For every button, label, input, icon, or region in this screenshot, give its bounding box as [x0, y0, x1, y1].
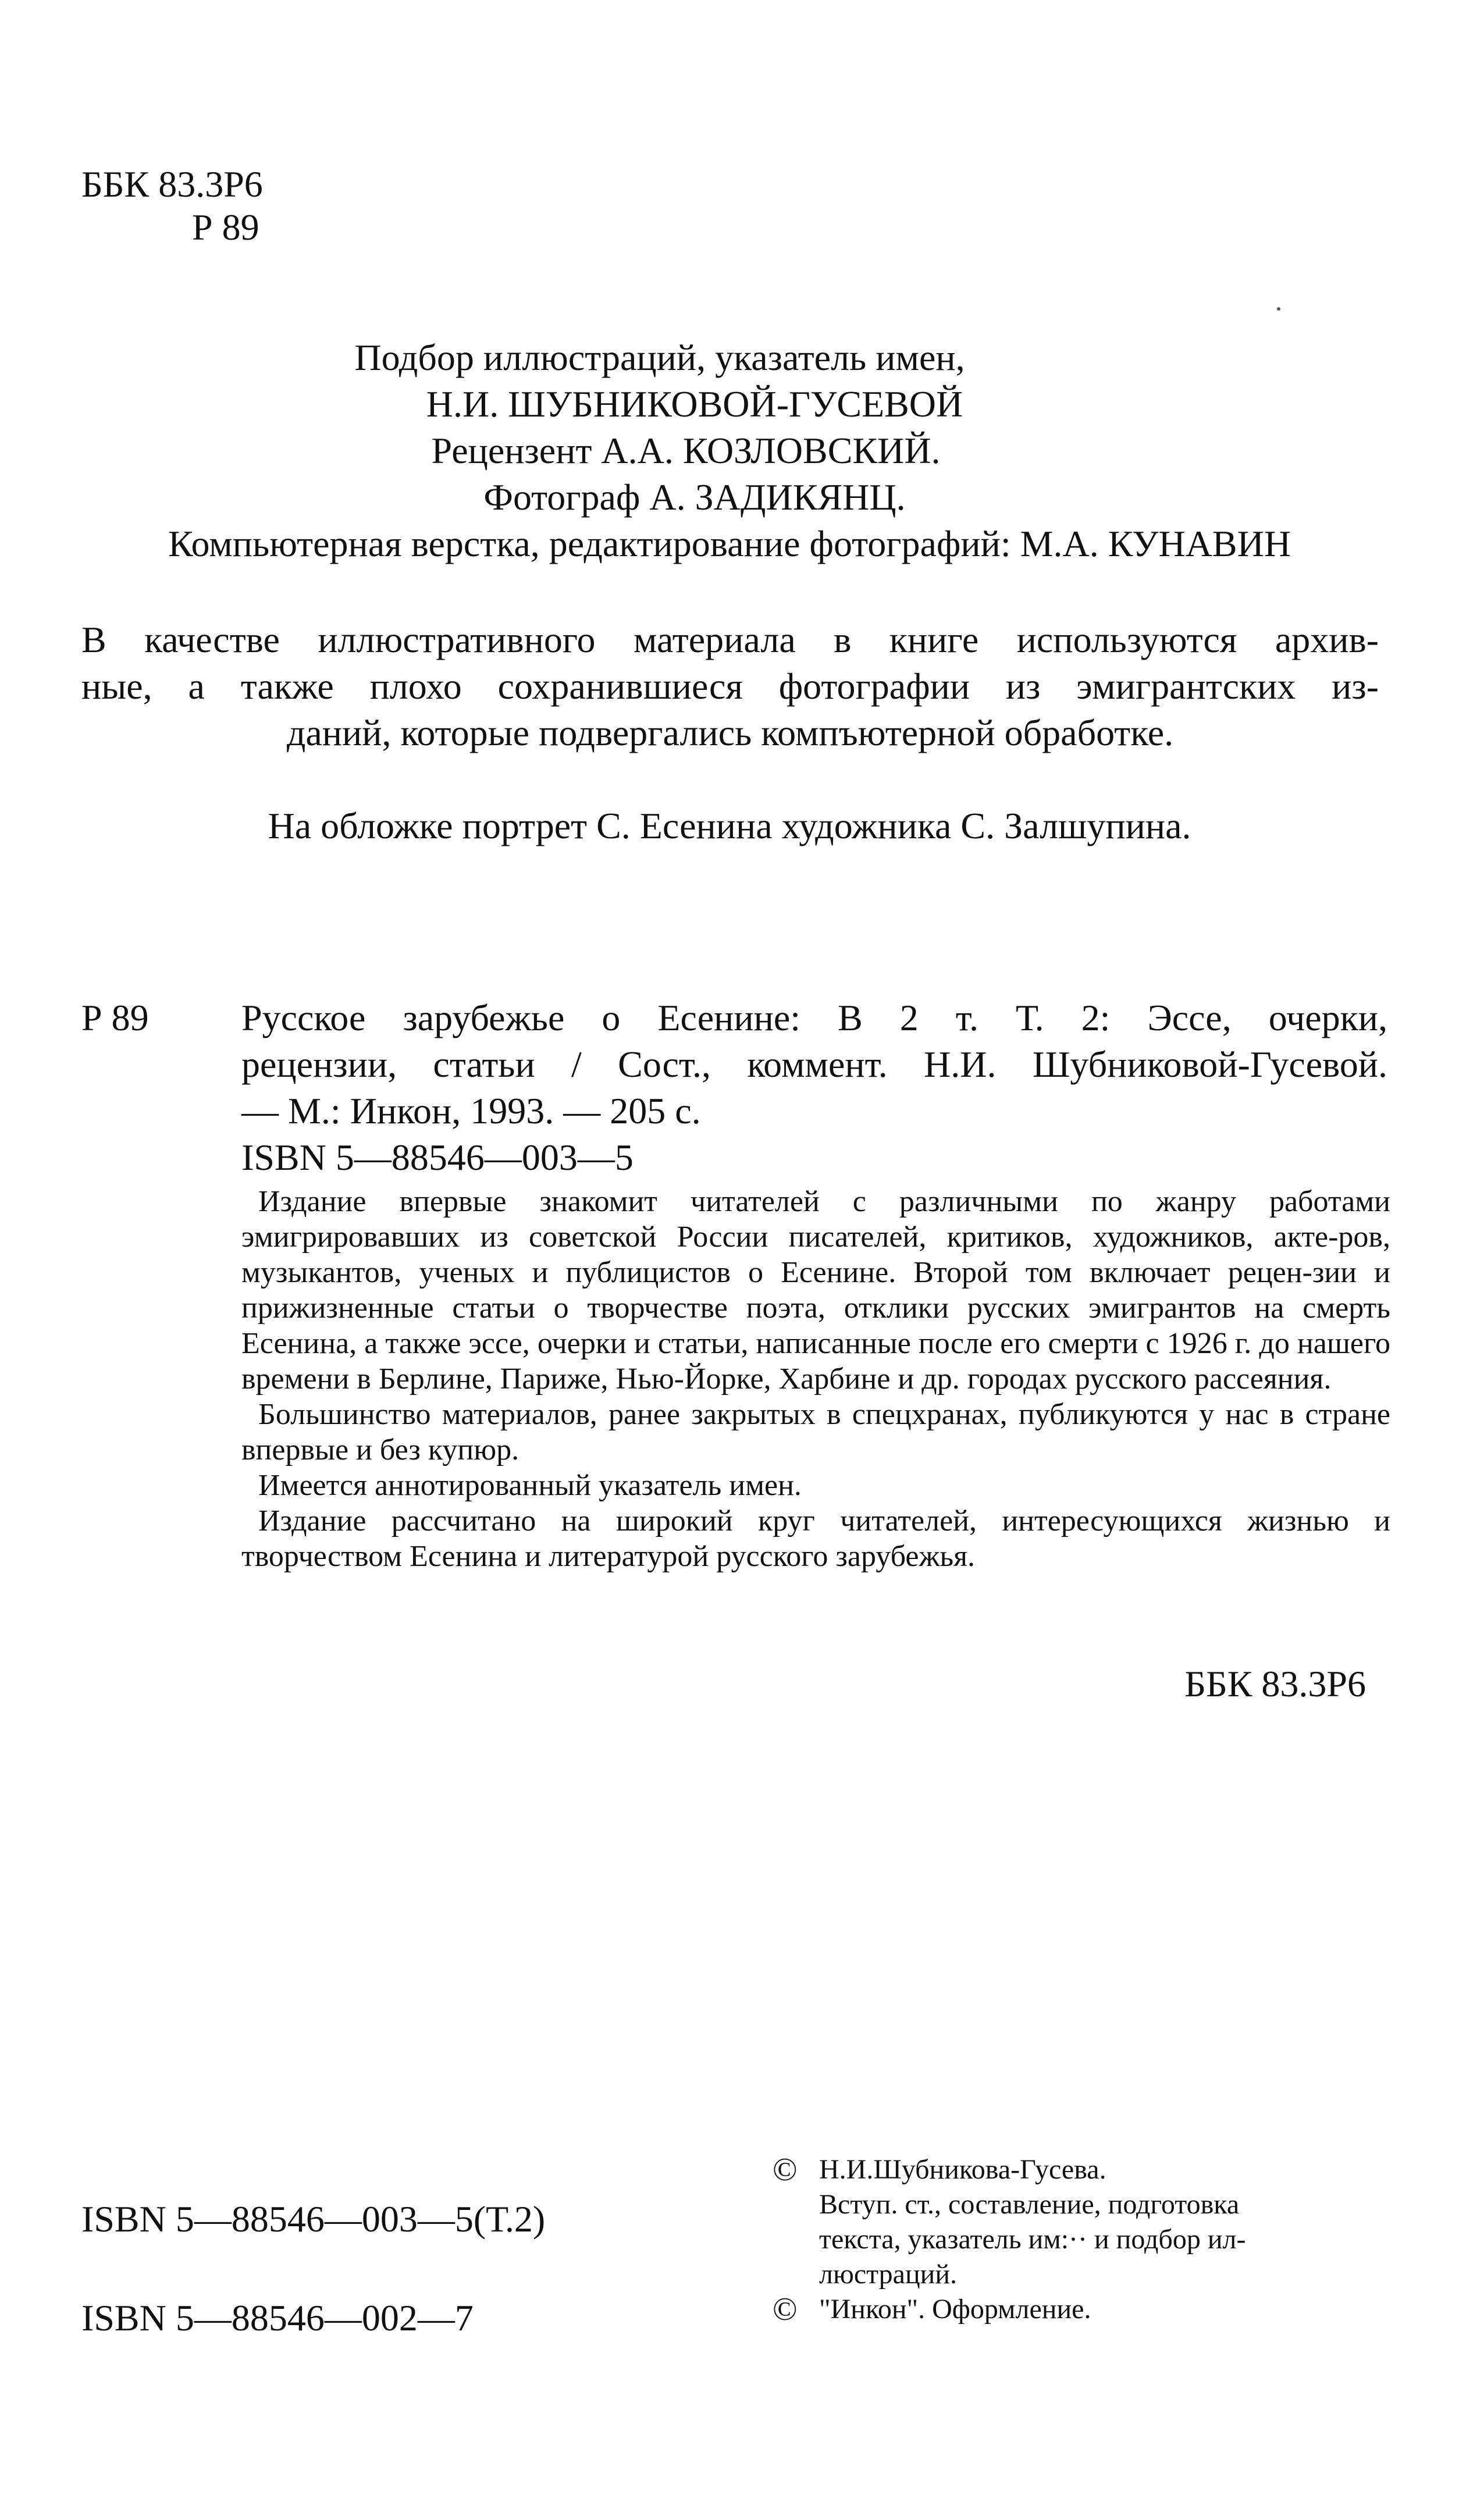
- credits-line: Компьютерная верстка, редактирование фотографий: М.А. КУНАВИН: [168, 523, 1291, 564]
- biblio-line: рецензии, статьи / Сост., коммент. Н.И. Шубниковой-Гусевой.: [241, 1044, 1387, 1085]
- copyright-detail: люстраций.: [819, 2259, 958, 2290]
- credits-line: Подбор иллюстраций, указатель имен,: [354, 337, 965, 378]
- bbk-code-bottom: ББК 83.3Р6: [1184, 1663, 1366, 1704]
- biblio-line: — М.: Инкон, 1993. — 205 с.: [241, 1090, 701, 1131]
- annotation: [241, 1184, 1390, 1574]
- isbn-volume: ISBN 5—88546—003—5(Т.2): [81, 2198, 546, 2240]
- credits-line: Н.И. ШУБНИКОВОЙ-ГУСЕВОЙ: [426, 383, 963, 425]
- credits-line: Рецензент А.А. КОЗЛОВСКИЙ.: [431, 430, 941, 471]
- bbk-code: ББК 83.3Р6: [81, 163, 263, 205]
- notice-line: В качестве иллюстративного материала в книге используются архив-: [81, 619, 1379, 660]
- copyright-publisher: "Инкон". Оформление.: [819, 2294, 1091, 2325]
- copyright-block: [773, 2152, 1401, 2327]
- annotation-paragraph: Издание впервые знакомит читателей с различными по жанру работами эмигрировавших из советской России писателей, критиков, художников, акте-ров, музыкантов, ученых и публицистов о Есенине. Второй том включает рецен-зии и прижизненные статьи о творчестве поэта, отклики русских эмигрантов на смерть Есенина, а также эссе, очерки и статьи, написанные после его смерти с 1926 г. до нашего времени в Берлине, Париже, Нью-Йорке, Харбине и др. городах русского рассеяния.: [241, 1185, 1390, 1396]
- author-mark: Р 89: [192, 207, 259, 248]
- annotation-paragraph: Издание рассчитано на широкий круг читателей, интересующихся жизнью и творчеством Есенина и литературой русского зарубежья.: [241, 1504, 1390, 1573]
- copyright-icon: ©: [773, 2152, 798, 2188]
- notice-line: ные, а также плохо сохранившиеся фотографии из эмигрантских из-: [81, 665, 1379, 707]
- biblio-line: Русское зарубежье о Есенине: В 2 т. Т. 2: Эссе, очерки,: [241, 997, 1387, 1038]
- print-speck: [1277, 307, 1280, 311]
- credits-line: Фотограф А. ЗАДИКЯНЦ.: [483, 476, 906, 518]
- isbn-set: ISBN 5—88546—002—7: [81, 2297, 474, 2339]
- catalog-code: Р 89: [81, 997, 149, 1038]
- notice-line: даний, которые подвергались компъютерной обработке.: [286, 712, 1174, 753]
- bibliographic-record: [241, 995, 1387, 1181]
- copyright-holder: Н.И.Шубникова-Гусева.: [819, 2154, 1106, 2185]
- annotation-paragraph: Большинство материалов, ранее закрытых в спецхранах, публикуются у нас в стране впервые и без купюр.: [241, 1398, 1390, 1467]
- annotation-paragraph: Имеется аннотированный указатель имен.: [258, 1469, 802, 1502]
- illustration-notice: [81, 617, 1379, 756]
- copyright-detail: Вступ. ст., составление, подготовка: [819, 2189, 1240, 2220]
- cover-note: На обложке портрет С. Есенина художника С. Залшупина.: [268, 805, 1191, 846]
- copyright-detail: текста, указатель им:·· и подбор ил-: [819, 2224, 1246, 2255]
- copyright-icon: ©: [773, 2291, 798, 2327]
- credits-block: [0, 334, 1459, 567]
- classification-block: [81, 163, 263, 249]
- catalog-isbn: ISBN 5—88546—003—5: [241, 1137, 634, 1178]
